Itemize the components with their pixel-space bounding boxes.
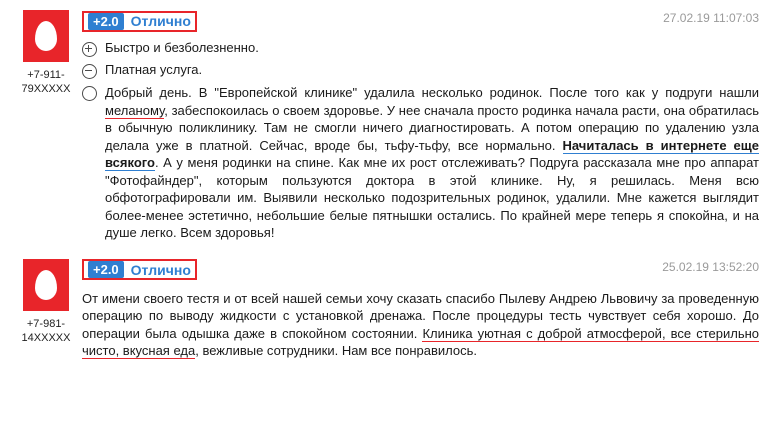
rating-label: Отлично <box>130 261 191 278</box>
rating-label: Отлично <box>130 13 191 29</box>
body-text-fragment: . А у меня родинки на спине. Как мне их рост отслеживать? Подруга рассказала мне про аппарат "Фотофайндер", которым пользуются доктора в этой клинике. Ну, я решилась. Меня всю обфотографировали им. Выявили несколько подозрительных родинок, удалили. Мне кажется выглядит более-менее эстетично, небольшие белые пятнышки остались. По крайней мере теперь я спокойна, и на душе легко. Всем здоровья! <box>105 155 759 240</box>
pros-cons-list <box>82 40 759 242</box>
review-timestamp: 25.02.19 13:52:20 <box>662 259 759 274</box>
rating-badge <box>82 259 197 280</box>
review-timestamp: 27.02.19 11:07:03 <box>663 11 759 25</box>
body-text-fragment: , вежливые сотрудники. Нам все понравилось. <box>195 343 478 358</box>
phone-line-2: 79XXXXX <box>21 83 71 95</box>
emphasized-phrase: Начиталась в интернете еще всякого <box>105 137 759 170</box>
review-item <box>0 247 769 360</box>
body-text-fragment: Добрый день. В "Европейской клинике" удалила несколько родинок. После того как у подруги нашли <box>105 85 759 100</box>
avatar-column <box>10 257 82 360</box>
egg-shape-icon <box>35 270 57 300</box>
review-header <box>82 257 759 283</box>
reviewer-phone <box>10 317 82 345</box>
egg-shape-icon <box>35 21 57 51</box>
highlighted-phrase: Клиника уютная с доброй атмосферой, все стерильно чисто, вкусная еда <box>82 325 760 358</box>
phone-line-1: +7-981- <box>26 317 66 330</box>
pro-text: Быстро и безболезненно. <box>105 40 259 55</box>
body-text-fragment: , забеспокоилась о своем здоровье. У нее сначала просто родинка начала расти, она обратилась в обычную поликлинику. Там не смогли ничего диагностировать. А потом операцию по удалению узла делала уже в платной. Сейчас, вроде бы, тьфу-тьфу, все нормально. <box>105 102 759 153</box>
list-item <box>82 62 759 79</box>
rating-score: +2.0 <box>88 261 124 278</box>
avatar-column <box>10 8 82 247</box>
minus-circle-icon <box>82 64 97 79</box>
review-content <box>82 257 759 360</box>
con-text: Платная услуга. <box>105 62 203 77</box>
rating-badge <box>82 11 197 32</box>
empty-circle-icon <box>82 86 97 101</box>
body-text-fragment: От имени своего тестя и от всей нашей семьи хочу сказать спасибо Пылеву Андрею Львовичу за проведенную операцию по выводу жидкости с установкой дренажа. После процедуры тесть чувствует себя хорошо. До операции была одышка даже в спокойном состоянии. <box>82 290 759 341</box>
review-body-text <box>105 84 759 242</box>
egg-logo-icon <box>23 10 69 62</box>
review-body-text <box>82 290 759 360</box>
list-item <box>82 40 759 57</box>
review-content <box>82 8 759 247</box>
phone-line-2: 14XXXXX <box>21 331 71 344</box>
review-header <box>82 8 759 34</box>
reviewer-phone <box>10 68 82 96</box>
phone-line-1: +7-911- <box>27 69 65 81</box>
plus-circle-icon <box>82 42 97 57</box>
highlighted-phrase: меланому <box>105 102 165 118</box>
review-body-row <box>82 84 759 242</box>
rating-score: +2.0 <box>88 13 124 30</box>
egg-logo-icon <box>23 259 69 311</box>
